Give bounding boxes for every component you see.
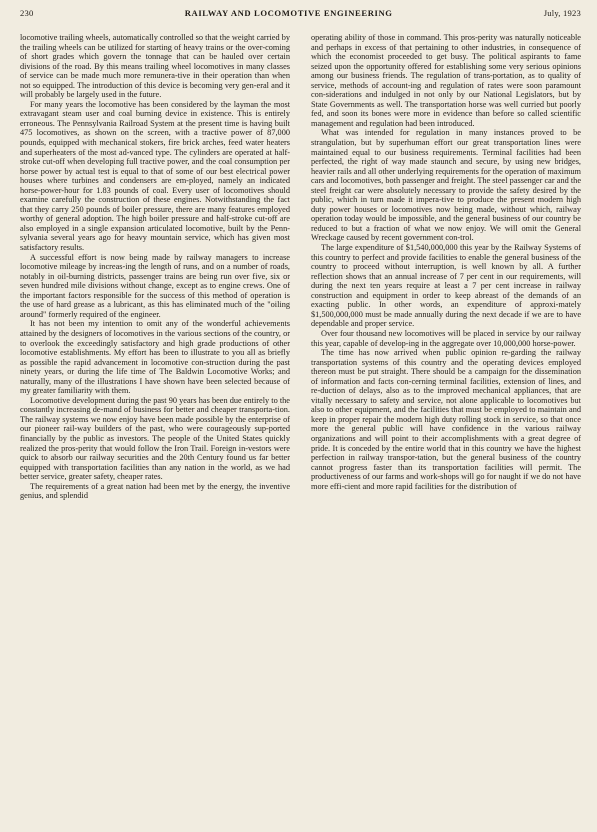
page-number: 230 bbox=[20, 8, 34, 18]
paragraph: Over four thousand new locomotives will be placed in service by our railway this year, capable of develop-ing in the aggregate over 10,000,000 horse-power. bbox=[311, 328, 581, 348]
paragraph: Locomotive development during the past 90 years has been due entirely to the constantly increasing de-mand of business for better and cheaper transporta-tion. The railway systems we now enjoy have been made possible by the enterprise of our pioneer rail-way builders of the past, who were courageously sup-ported financially by the public as investors. The people of the United States quickly realized the pros-perity that would follow the Iron Trail. Foreign in-vestors were quick to absorb our railway securities and the 20th Century found us far better equipped with transportation facilities than any nation in the world, as we had better service, greater safety, cheaper rates. bbox=[20, 395, 290, 482]
text-columns bbox=[20, 33, 581, 501]
journal-title: RAILWAY AND LOCOMOTIVE ENGINEERING bbox=[184, 8, 393, 18]
left-column bbox=[20, 33, 290, 501]
issue-date: July, 1923 bbox=[543, 8, 581, 18]
paragraph: A successful effort is now being made by railway managers to increase locomotive mileage by increas-ing the length of runs, and on a number of roads, notably in oil-burning districts, passenger trains are being run over five, six or seven hundred mile divisions without change, except as to engine crews. One of the important factors responsible for the success of this method of operation is the use of hard grease as a lubricant, as this has eliminated much of the "oiling around" formerly required of the engineer. bbox=[20, 252, 290, 319]
paragraph: It has not been my intention to omit any of the wonderful achievements attained by the designers of locomotives in the various sections of the country, or to overlook the exceedingly satisfactory and high grade productions of other locomotive establishments. My effort has been to illustrate to you all as briefly as possible the rapid advancement in locomotive con-struction during the past ninety years, or during the life time of The Baldwin Locomotive Works; and naturally, many of the illustrations I have shown have been selected because of my greater familiarity with them. bbox=[20, 319, 290, 396]
paragraph: The large expenditure of $1,540,000,000 this year by the Railway Systems of this country to perfect and provide facilities to enable the general business of the country to proceed without interruption, is well known by all. A further reflection shows that an annual increase of 7 per cent in our requirements, will during the next ten years require at least a 7 per cent increase in railway construction and equipment in order to keep abreast of the demands of an exacting public. In other words, an expenditure of approxi-mately $1,500,000,000 must be made annually during the next decade if we are to have dependable and proper service. bbox=[311, 243, 581, 329]
paragraph: What was intended for regulation in many instances proved to be strangulation, but by superhuman effort our great transportation lines were maintained equal to our business requirements. Terminal facilities had been perfected, the right of way made staunch and secure, by using new bridges, heavier rails and all other underlying requirements for the operation of maximum cars and locomotives, both passenger and freight. The steel passenger car and the steel freight car were absolutely necessary to provide the safety desired by the public, which in turn made it impera-tive to produce the present modern high duty power houses or locomotives now being made, without which, railway operation today would be impossible, and the general business of our country be reduced to but a fraction of what we now enjoy. We will omit the General Wreckage caused by recent government con-trol. bbox=[311, 128, 581, 243]
right-column bbox=[311, 33, 581, 501]
running-header bbox=[20, 8, 581, 22]
paragraph: For many years the locomotive has been considered by the layman the most extravagant steam user and coal burning device in existence. This is entirely erroneous. The Pennsylvania Railroad System at the present time is having built 475 locomotives, as shown on the screen, with a tractive power of 87,000 pounds, equipped with mechanical stokers, fire brick arches, feed water heaters and superheaters of the most ad-vanced type. The cylinders are operated at half-stroke cut-off when developing full tractive power, and the coal consumption per horse power by actual test is equal to that of some of our best electrical power houses where turbines and condensers are em-ployed, namely an indicated horse-power-hour for 1.83 pounds of coal. Every user of locomotives should examine carefully the construction of these engines. Notwithstanding the fact that they carry 250 pounds of boiler pressure, there are many features employed worthy of general adoption. The high boiler pressure and half-stroke cut-off are also employed in a single expansion articulated locomotive, built by the Penn-sylvania several years ago for heavy mountain service, which has given most satisfactory results. bbox=[20, 99, 290, 253]
paragraph: The requirements of a great nation had been met by the energy, the inventive genius, and splendid bbox=[20, 481, 290, 501]
paragraph: locomotive trailing wheels, automatically controlled so that the weight carried by the trailing wheels can be utilized for starting of heavy trains or the over-coming of short grades which govern the tonnage that can be hauled over certain divisions of the road. By this means trailing wheel locomotives in many classes of service can be made much more remunera-tive in their operation than when not so equipped. The introduction of this device is becoming very gen-eral and it will probably be largely used in the future. bbox=[20, 33, 290, 100]
paragraph: operating ability of those in command. This pros-perity was naturally noticeable and perhaps in excess of that pertaining to other industries, in consequence of which the economist proceeded to get busy. The political aspirants to fame seized upon the opportunity offered for establishing some very serious opinions among our business friends. The regulation of trans-portation, as to quality of service, methods of account-ing and regulation of rates were soon paramount con-siderations and indulged in not only by our National Legislators, but by State Governments as well. The transportation horse was well curried but poorly fed, and soon its bones were more in evidence than before so called scientific management and regulation had been introduced. bbox=[311, 33, 581, 128]
paragraph: The time has now arrived when public opinion re-garding the railway transportation systems of this country and the operating devices employed thereon must be put straight. There should be a campaign for the dissemination of information and facts con-cerning terminal facilities, extension of lines, and re-duction of delays, also as to the improved mechanical appliances, that are vitally necessary to safety and service, not alone applicable to locomotives but also to other equipment, and the facilities that must be employed to maintain and keep in proper repair the modern high duty rolling stock in service, so that once more the general public will have confidence in the various railway organizations and will point to their accomplishments with a great degree of pride. It is conceded by the entire world that in this country we have the highest perfection in railway transpor-tation, but the general business of the country cannot progress faster than its transportation facilities will permit. The productiveness of our farms and work-shops will go for naught if we do not have more effi-cient and more rapid facilities for the distribution of bbox=[311, 348, 581, 491]
